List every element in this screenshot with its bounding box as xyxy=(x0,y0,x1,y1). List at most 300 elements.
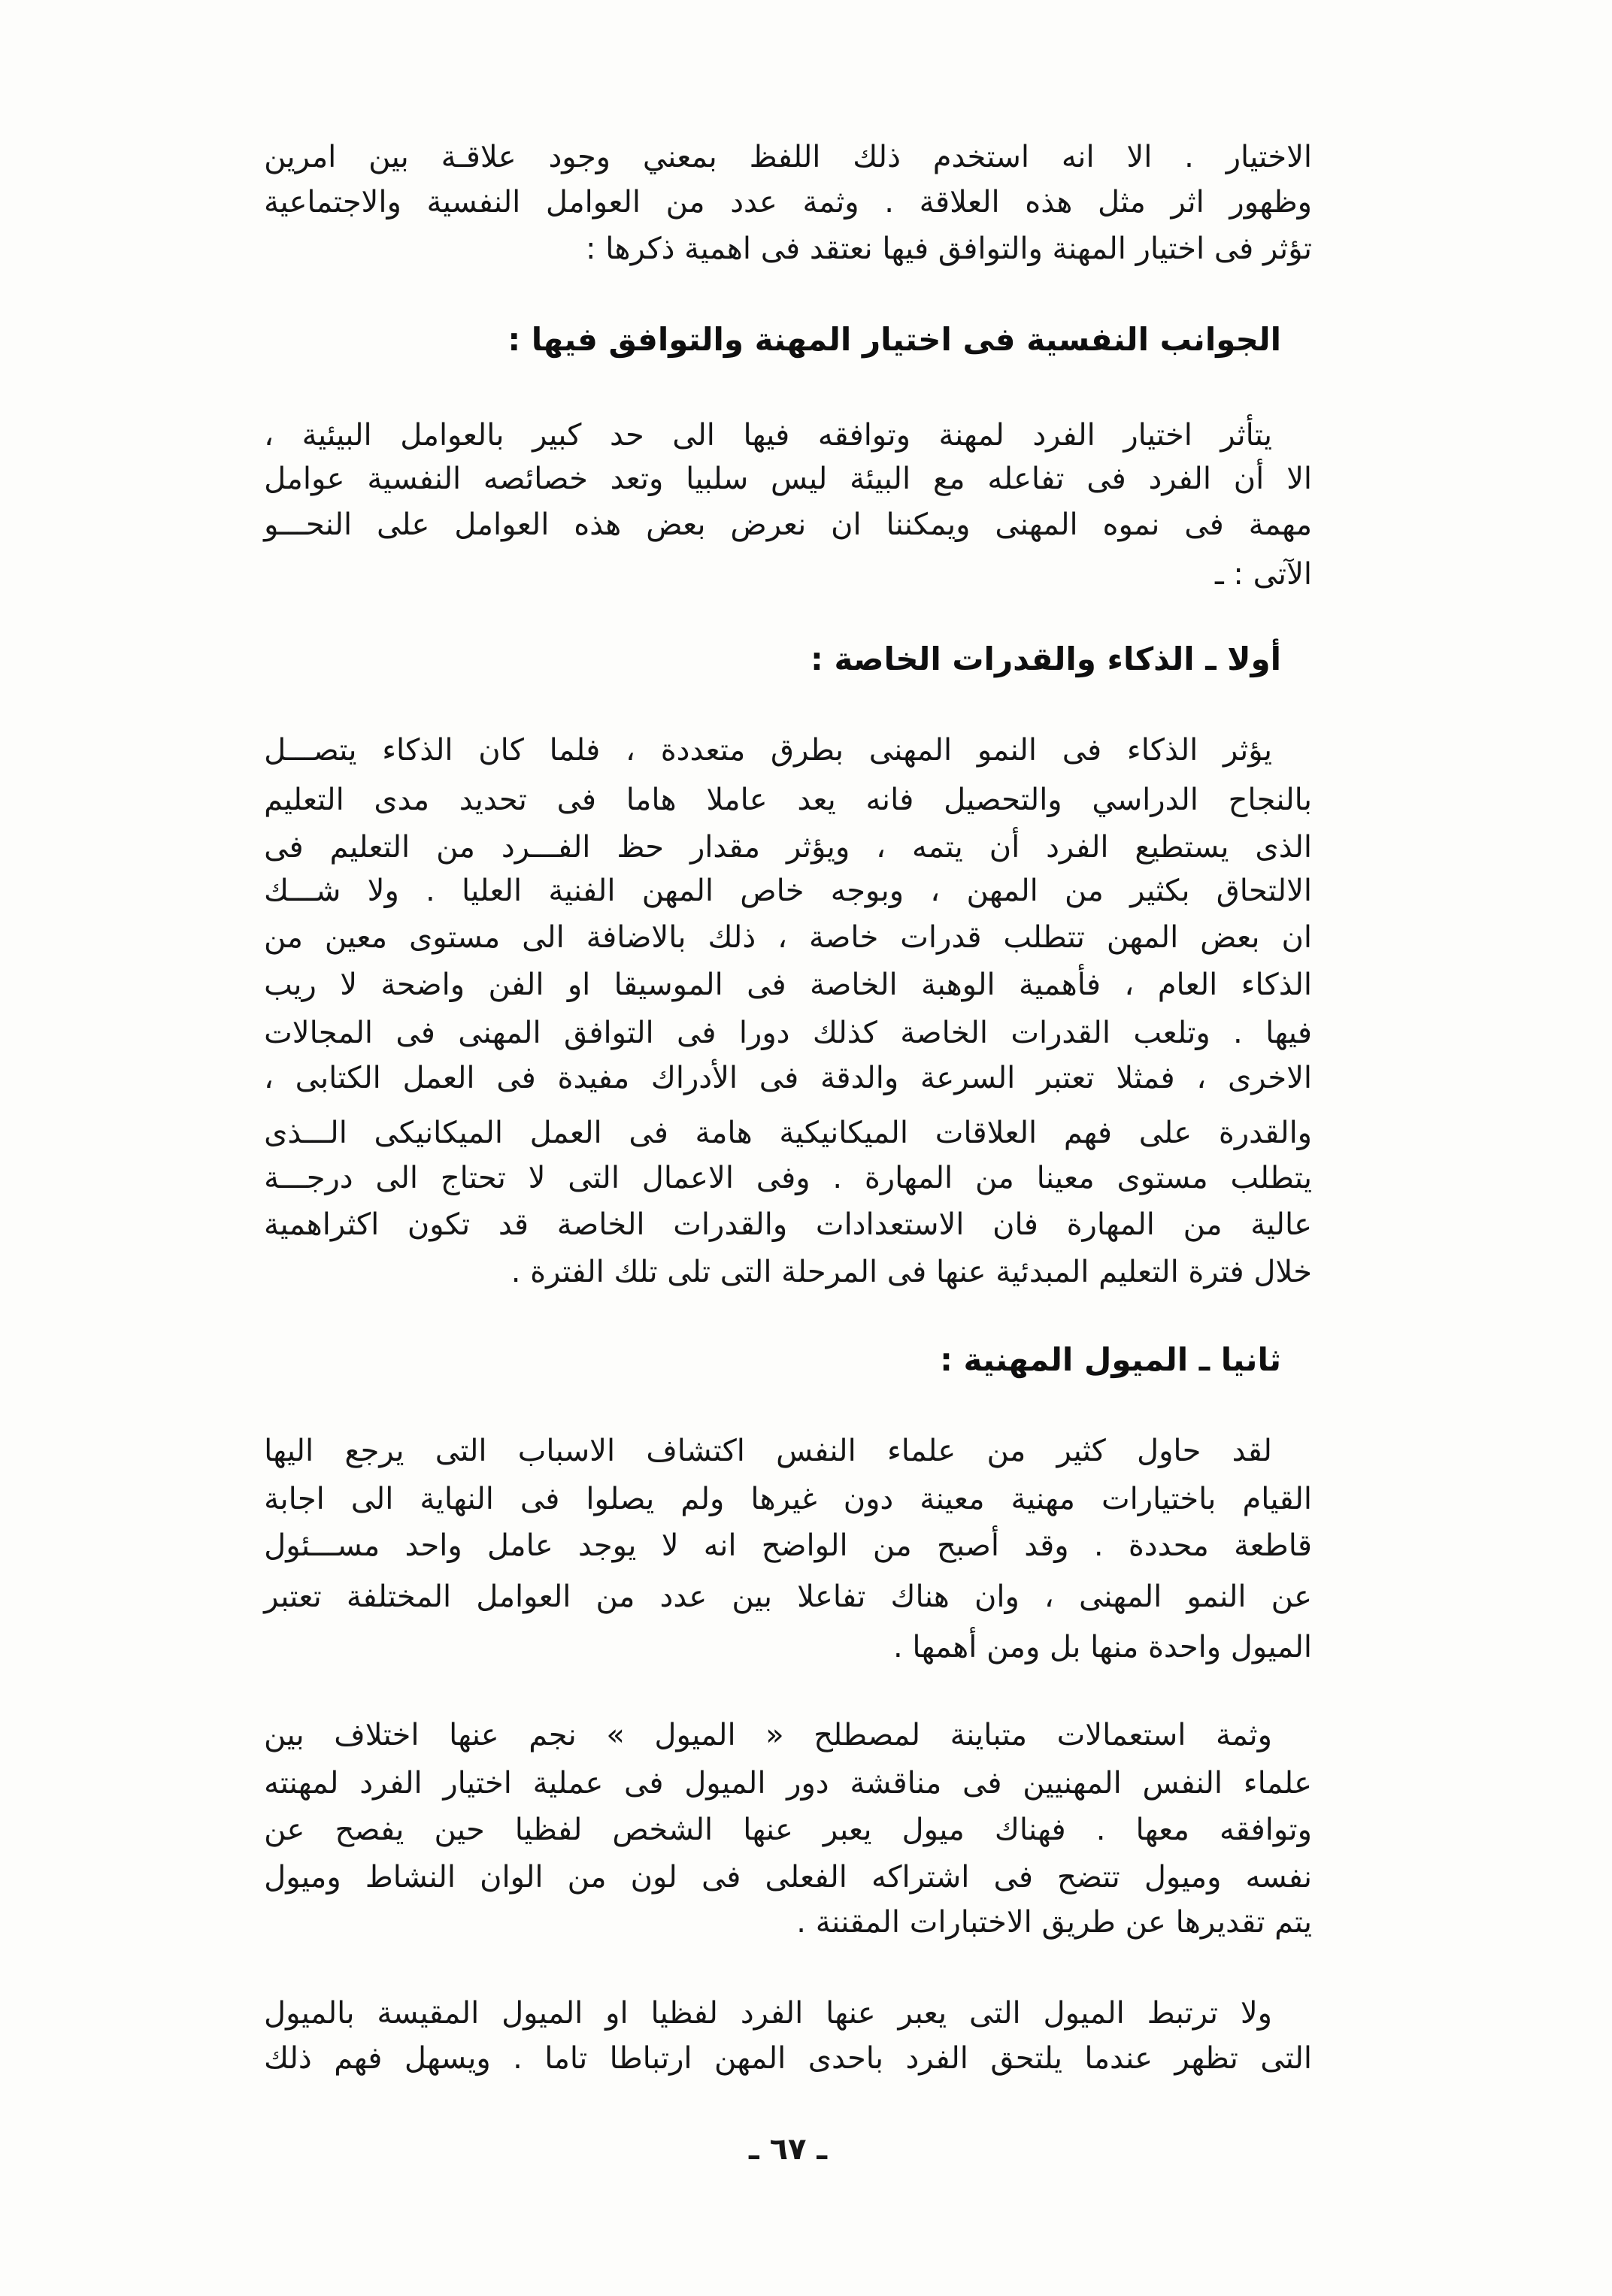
word: النهاية xyxy=(420,1482,494,1516)
word: النفس xyxy=(776,1434,856,1468)
word: العلاقات xyxy=(935,1116,1038,1150)
word: تحديد xyxy=(459,783,527,817)
word: متعددة xyxy=(660,733,746,768)
word: المهنى xyxy=(1078,1580,1162,1614)
word: ليس xyxy=(771,462,828,496)
word: ، xyxy=(876,830,886,865)
word: الفرد xyxy=(1148,462,1211,496)
word: مهنية xyxy=(1011,1482,1075,1516)
word: يفصح xyxy=(335,1813,405,1847)
word: عملية xyxy=(532,1766,604,1801)
word: الفرد xyxy=(1032,418,1095,453)
word: المهارة xyxy=(864,1161,953,1195)
word: فى xyxy=(1062,733,1102,768)
word: الذكاء xyxy=(1126,733,1198,768)
word: اشتراكه xyxy=(871,1860,970,1895)
word: مستوى xyxy=(409,920,501,955)
word: يعبر xyxy=(898,1996,947,2031)
word: التى xyxy=(435,1434,487,1468)
word: العمل xyxy=(529,1116,602,1150)
word: اجابة xyxy=(264,1482,325,1516)
paragraph-line xyxy=(264,1055,1312,1101)
word: الاعمال xyxy=(641,1161,734,1195)
word: الميكانيكية xyxy=(779,1116,908,1150)
word: يتطلب xyxy=(1230,1161,1312,1195)
word: الميول xyxy=(1043,1996,1125,2031)
word: المهن xyxy=(966,874,1038,908)
word: فى xyxy=(993,1860,1033,1895)
word: مقدار xyxy=(689,830,761,865)
word: من xyxy=(665,185,705,220)
word: اختيار xyxy=(443,1766,512,1801)
word: القيام xyxy=(1242,1482,1312,1516)
word: ويسهل xyxy=(404,2041,491,2076)
word: من xyxy=(436,830,475,865)
word: فيها xyxy=(743,418,790,453)
word: الفرد xyxy=(740,1996,804,2031)
word: الفـــرد xyxy=(501,830,591,865)
word: امرين xyxy=(264,140,337,174)
word: فهناك xyxy=(994,1813,1066,1847)
word: الاسباب xyxy=(517,1434,616,1468)
word: الوان xyxy=(480,1860,544,1895)
word: عنها xyxy=(743,1813,793,1847)
word: ولا xyxy=(1240,1996,1272,2031)
word: لون xyxy=(630,1860,677,1895)
word: الا xyxy=(1286,462,1312,496)
word: عن xyxy=(264,1813,305,1847)
word: قاطعة xyxy=(1234,1528,1312,1563)
word: بالعوامل xyxy=(400,418,505,453)
word: او xyxy=(567,968,591,1002)
word: مســـئول xyxy=(264,1528,380,1563)
word: . xyxy=(884,185,894,220)
word: غيرها xyxy=(750,1482,817,1516)
word: عندما xyxy=(1084,2041,1153,2076)
word: مدى xyxy=(374,783,430,817)
word: الفرد xyxy=(1046,830,1109,865)
word: يلتحق xyxy=(990,2041,1062,2076)
word: المهن xyxy=(641,874,714,908)
word: درجـــة xyxy=(264,1161,353,1195)
word: بعض xyxy=(1200,920,1260,955)
word: . xyxy=(832,1161,843,1195)
word: دور xyxy=(786,1766,829,1801)
word: . xyxy=(426,874,435,908)
word: يتصـــل xyxy=(264,733,357,768)
word: ، xyxy=(1124,968,1135,1002)
paragraph-line xyxy=(264,914,1312,961)
word: اختلاف xyxy=(334,1718,420,1752)
word: معين xyxy=(324,920,388,955)
word: عامل xyxy=(486,1528,553,1563)
word: الى xyxy=(522,920,565,955)
paragraph-line xyxy=(264,1990,1272,2037)
word: ترتبط xyxy=(1147,1996,1218,2031)
word: الميكانيكى xyxy=(374,1116,503,1150)
word: ولم xyxy=(680,1482,725,1516)
word: الوهبة xyxy=(921,968,995,1002)
word: يوجد xyxy=(577,1528,637,1563)
word: الى xyxy=(350,1482,394,1516)
word: تفاعلا xyxy=(797,1580,866,1614)
word: نجم xyxy=(529,1718,577,1752)
word: الى xyxy=(672,418,715,453)
word: لمهنته xyxy=(264,1766,339,1801)
paragraph-line xyxy=(264,1574,1312,1620)
word: بكثير xyxy=(1130,874,1190,908)
word: يتأثر xyxy=(1220,418,1272,453)
paragraph-line xyxy=(264,824,1312,871)
word: السرعة xyxy=(920,1061,1016,1095)
word: الدراسي xyxy=(1092,783,1198,817)
word: فى xyxy=(395,1016,435,1050)
word: وظهور xyxy=(1229,185,1312,220)
word: العوامل xyxy=(476,1580,571,1614)
word: ذلك xyxy=(708,920,756,955)
word: مستوى xyxy=(1117,1161,1208,1195)
word: يتمه xyxy=(912,830,963,865)
word: اثر xyxy=(1171,185,1204,220)
word: ، xyxy=(930,874,941,908)
word: العليا xyxy=(461,874,523,908)
word: فان xyxy=(992,1207,1038,1242)
word: فمثلا xyxy=(1116,1061,1175,1095)
paragraph-line xyxy=(264,1712,1272,1758)
paragraph-line xyxy=(264,962,1312,1008)
word: فانه xyxy=(865,783,914,817)
word: مناقشة xyxy=(850,1766,942,1801)
word: وجود xyxy=(548,140,611,174)
word: انه xyxy=(703,1528,737,1563)
word: الفن xyxy=(488,968,544,1002)
word: اكتشاف xyxy=(646,1434,745,1468)
word: هذه xyxy=(574,507,622,542)
word: انه xyxy=(1061,140,1095,174)
word: لا xyxy=(340,968,358,1002)
section-heading: الجوانب النفسية فى اختيار المهنة والتوافق فيها : xyxy=(508,321,1281,358)
word: فيها xyxy=(1265,1016,1312,1050)
word: لمصطلح xyxy=(814,1718,921,1752)
word: الواضح xyxy=(761,1528,848,1563)
paragraph-line xyxy=(264,2035,1312,2082)
word: اللفظ xyxy=(749,140,821,174)
word: الفرد xyxy=(905,2041,968,2076)
word: نفسه xyxy=(1245,1860,1312,1895)
word: . xyxy=(513,2041,523,2076)
word: فهم xyxy=(334,2041,383,2076)
word: العمل xyxy=(402,1061,475,1095)
word: لا xyxy=(528,1161,546,1195)
paragraph-line xyxy=(264,1760,1312,1807)
word: عالية xyxy=(1250,1207,1312,1242)
paragraph-line xyxy=(264,134,1312,180)
word: لفظيا xyxy=(650,1996,718,2031)
word: مفيدة xyxy=(557,1061,630,1095)
word: ، xyxy=(264,418,274,453)
word: مع xyxy=(932,462,965,496)
word: بين xyxy=(368,140,409,174)
word: محددة xyxy=(1128,1528,1209,1563)
word: وثمة xyxy=(1215,1718,1272,1752)
word: فى xyxy=(496,1061,536,1095)
paragraph-line xyxy=(264,1807,1312,1853)
word: التى xyxy=(568,1161,620,1195)
word: العلاقة xyxy=(919,185,1000,220)
word: ، xyxy=(264,1061,274,1095)
word: نموه xyxy=(1102,507,1160,542)
word: من xyxy=(974,1161,1014,1195)
word: خاص xyxy=(740,874,804,908)
word: فى xyxy=(962,1766,1002,1801)
word: الـــذى xyxy=(264,1116,347,1150)
word: النشاط xyxy=(365,1860,456,1895)
word: ان xyxy=(831,507,862,542)
paragraph-line xyxy=(264,1201,1312,1248)
word: شـــك xyxy=(264,874,341,908)
word: فى xyxy=(264,830,304,865)
word: فى xyxy=(677,1016,717,1050)
word: المهن xyxy=(714,2041,786,2076)
word: ، xyxy=(626,733,635,768)
word: العوامل xyxy=(454,507,550,542)
word: الا xyxy=(1126,140,1153,174)
word: وتعد xyxy=(610,462,664,496)
word: حظ xyxy=(617,830,665,865)
word: الذى xyxy=(1255,830,1312,865)
word: من xyxy=(986,1434,1026,1468)
word: فى xyxy=(1184,507,1224,542)
word: . xyxy=(1095,1813,1106,1847)
word: عاملا xyxy=(706,783,768,817)
word: الميول xyxy=(684,1766,766,1801)
word: لمهنة xyxy=(938,418,1004,453)
word: المختلفة xyxy=(346,1580,452,1614)
word: فهم xyxy=(1063,1116,1113,1150)
word: من xyxy=(595,1580,635,1614)
word: والدقة xyxy=(820,1061,899,1095)
word: المهنيين xyxy=(1023,1766,1122,1801)
word: التوافق xyxy=(563,1016,654,1050)
word: واضحة xyxy=(380,968,465,1002)
word: وان xyxy=(974,1580,1020,1614)
word: علاقـة xyxy=(441,140,517,174)
word: التعليم xyxy=(329,830,411,865)
word: يرجع xyxy=(344,1434,405,1468)
word: ، xyxy=(1044,1580,1054,1614)
subsection-heading: ثانيا ـ الميول المهنية : xyxy=(940,1341,1281,1378)
word: عن xyxy=(1271,1580,1312,1614)
word: الموسيقا xyxy=(614,968,723,1002)
word: النفس xyxy=(1142,1766,1223,1801)
word: خصائصه xyxy=(483,462,588,496)
word: خاصة xyxy=(808,920,879,955)
word: البيئة xyxy=(850,462,911,496)
word: استعمالات xyxy=(1056,1718,1186,1752)
paragraph-line xyxy=(264,1476,1312,1522)
word: قدرات xyxy=(900,920,982,955)
word: والتحصيل xyxy=(944,783,1062,817)
word: فى xyxy=(701,1860,741,1895)
word: فى xyxy=(759,1061,799,1095)
word: تتضح xyxy=(1057,1860,1120,1895)
word: الفنية xyxy=(548,874,616,908)
word: بين xyxy=(264,1718,305,1752)
word: حاول xyxy=(1137,1434,1201,1468)
paragraph-line xyxy=(264,777,1312,823)
word: لفظيا xyxy=(514,1813,583,1847)
word: والاجتماعية xyxy=(264,185,401,220)
word: تفاعله xyxy=(987,462,1065,496)
word: عوامل xyxy=(264,462,345,496)
word: يصلوا xyxy=(586,1482,655,1516)
word: يعد xyxy=(797,783,836,817)
word: من xyxy=(1064,874,1104,908)
word: ميول xyxy=(901,1813,965,1847)
word: ريب xyxy=(264,968,317,1002)
paragraph-line: الميول واحدة منها بل ومن أهمها . xyxy=(892,1630,1312,1664)
word: معينا xyxy=(1036,1161,1095,1195)
word: الى xyxy=(375,1161,419,1195)
word: وثمة xyxy=(802,185,859,220)
word: باحدى xyxy=(808,2041,884,2076)
word: فى xyxy=(1086,462,1126,496)
word: كثير xyxy=(1056,1434,1106,1468)
word: أن xyxy=(989,830,1020,865)
word: فى xyxy=(747,968,786,1002)
word: ان xyxy=(1281,920,1312,955)
word: الذكاء xyxy=(1241,968,1312,1002)
word: وميول xyxy=(264,1860,341,1895)
word: المهنى xyxy=(868,733,953,768)
word: تظهر xyxy=(1174,2041,1238,2076)
word: من xyxy=(1183,1207,1223,1242)
paragraph-line xyxy=(264,412,1272,459)
word: مثل xyxy=(1097,185,1146,220)
word: فى xyxy=(520,1482,560,1516)
word: بالاضافة xyxy=(586,920,686,955)
word: النمو xyxy=(977,733,1037,768)
word: الاختيار xyxy=(1226,140,1312,174)
paragraph-line xyxy=(264,1155,1312,1201)
word: وتوافقه xyxy=(1219,1813,1312,1847)
word: من xyxy=(872,1528,912,1563)
page-number: ـ ٦٧ ـ xyxy=(748,2132,828,2167)
word: المهارة xyxy=(1066,1207,1155,1242)
word: فأهمية xyxy=(1019,968,1101,1002)
word: الشخص xyxy=(612,1813,714,1847)
word: التى xyxy=(1260,2041,1312,2076)
word: وبوجه xyxy=(830,874,904,908)
word: هامة xyxy=(695,1116,753,1150)
paragraph-line xyxy=(264,1522,1312,1569)
word: بين xyxy=(732,1580,772,1614)
paragraph-line: تؤثر فى اختيار المهنة والتوافق فيها نعتقد فى اهمية ذكرها : xyxy=(586,232,1312,266)
word: هاما xyxy=(626,783,677,817)
word: الكتابى xyxy=(295,1061,381,1095)
paragraph-line xyxy=(264,1110,1312,1156)
word: . xyxy=(1233,1016,1243,1050)
word: النحـــو xyxy=(264,507,353,542)
word: فى xyxy=(556,783,597,817)
word: او xyxy=(605,1996,629,2031)
word: أصبح xyxy=(936,1528,999,1563)
word: ، xyxy=(1196,1061,1207,1095)
paragraph-line xyxy=(264,1854,1312,1901)
word: أن xyxy=(1233,462,1265,496)
word: المهنى xyxy=(995,507,1078,542)
word: هذه xyxy=(1025,185,1073,220)
word: النفسية xyxy=(426,185,521,220)
word: دورا xyxy=(738,1016,790,1050)
word: كان xyxy=(478,733,524,768)
word: فى xyxy=(629,1116,668,1150)
word: الأدراك xyxy=(650,1061,738,1095)
word: يؤثر xyxy=(1223,733,1272,768)
word: متباينة xyxy=(950,1718,1028,1752)
paragraph-line xyxy=(264,456,1312,502)
word: وفى xyxy=(756,1161,811,1195)
word: وقد xyxy=(1024,1528,1069,1563)
word: لقد xyxy=(1232,1434,1272,1468)
word: تحتاج xyxy=(440,1161,506,1195)
word: فلما xyxy=(549,733,601,768)
word: الاستعدادات xyxy=(815,1207,965,1242)
word: البيئية xyxy=(301,418,372,453)
word: تعتبر xyxy=(264,1580,322,1614)
word: واحد xyxy=(405,1528,462,1563)
paragraph-line: يتم تقديرها عن طريق الاختبارات المقننة . xyxy=(796,1905,1312,1940)
word: استخدم xyxy=(932,140,1030,174)
word: المقيسة xyxy=(377,1996,480,2031)
word: سلبيا xyxy=(686,462,749,496)
word: بالميول xyxy=(264,1996,355,2031)
word: العوامل xyxy=(545,185,641,220)
word: الفعلى xyxy=(765,1860,847,1895)
paragraph-line: خلال فترة التعليم المبدئية عنها فى المرحلة التى تلى تلك الفترة . xyxy=(511,1255,1312,1289)
word: الفرد xyxy=(359,1766,423,1801)
word: ذلك xyxy=(264,2041,312,2076)
word: بطرق xyxy=(771,733,844,768)
word: الالتحاق xyxy=(1216,874,1312,908)
word: من xyxy=(567,1860,607,1895)
word: مهمة xyxy=(1248,507,1312,542)
word: بعض xyxy=(646,507,706,542)
word: الميول xyxy=(501,1996,583,2031)
word: هناك xyxy=(890,1580,950,1614)
word: اكثراهمية xyxy=(264,1207,380,1242)
word: النفسية xyxy=(367,462,462,496)
word: لا xyxy=(661,1528,679,1563)
word: نعرض xyxy=(730,507,807,542)
word: عنها xyxy=(449,1718,499,1752)
word: الذكاء xyxy=(382,733,453,768)
word: على xyxy=(1138,1116,1192,1150)
word: ، xyxy=(777,920,788,955)
word: دون xyxy=(843,1482,894,1516)
word: قد xyxy=(498,1207,529,1242)
word: عنها xyxy=(826,1996,876,2031)
word: معها xyxy=(1135,1813,1189,1847)
word: على xyxy=(376,507,430,542)
word: اختيار xyxy=(1123,418,1192,453)
word: علماء xyxy=(886,1434,956,1468)
word: فى xyxy=(624,1766,664,1801)
word: حد xyxy=(609,418,644,453)
word: ذلك xyxy=(853,140,901,174)
word: الخاصة xyxy=(556,1207,645,1242)
word: اليها xyxy=(264,1434,314,1468)
